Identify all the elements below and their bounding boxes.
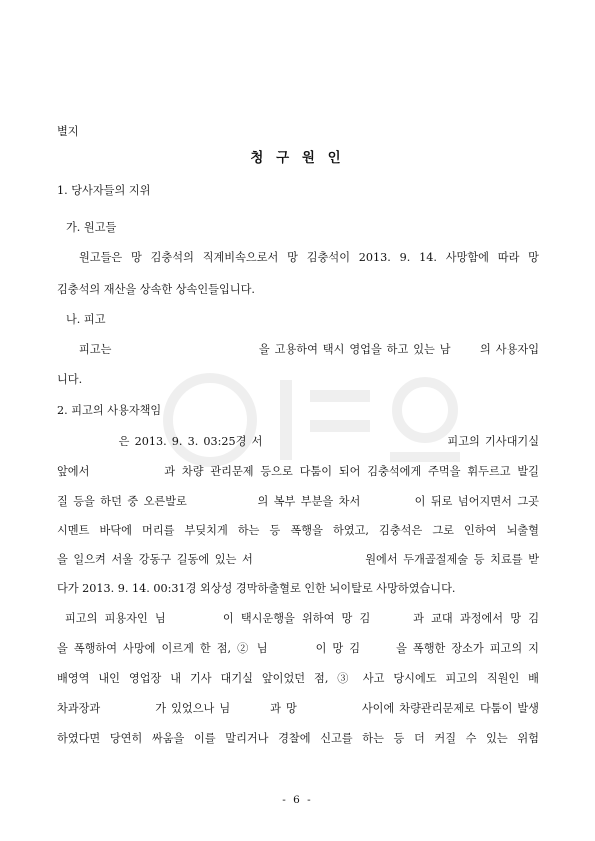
paragraph-line: 앞에서 과 차량 관리문제 등으로 다툼이 되어 김충석에게 주먹을 휘두르고 발길 — [57, 465, 539, 478]
paragraph-line: 차과장과 가 있었으나 님 과 망 사이에 차량관리문제로 다툼이 발생 — [57, 702, 539, 715]
paragraph-line: 다가 2013. 9. 14. 00:31경 외상성 경막하출혈로 인한 뇌이탈로 사망하였습니다. — [57, 582, 456, 595]
paragraph-line: 배영역 내인 영업장 내 기사 대기실 앞이었던 점, ③ 사고 당시에도 피고의 직원인 배 — [57, 672, 539, 685]
paragraph-line: 피고의 피용자인 님 이 택시운행을 위하여 망 김 과 교대 과정에서 망 김 — [65, 612, 539, 625]
section1-sub-na-heading: 나. 피고 — [66, 313, 106, 326]
section2-heading: 2. 피고의 사용자책임 — [57, 404, 162, 417]
paragraph-line: 피고는 을 고용하여 택시 영업을 하고 있는 남 의 사용자입 — [79, 343, 539, 356]
document-title: 청 구 원 인 — [250, 150, 345, 166]
paragraph-line: 김충석의 재산을 상속한 상속인들입니다. — [57, 283, 255, 296]
annex-label: 별지 — [57, 125, 79, 138]
paragraph-line: 하였다면 당연히 싸움을 이를 말리거나 경찰에 신고를 하는 등 더 커질 수 있는 위험 — [57, 732, 539, 745]
paragraph-line: 을 일으켜 서울 강동구 길동에 있는 서 원에서 두개골절제술 등 치료를 받 — [57, 553, 539, 566]
paragraph-line: 은 2013. 9. 3. 03:25경 서 피고의 기사대기실 — [57, 435, 539, 448]
paragraph-line: 니다. — [57, 373, 83, 386]
paragraph-line: 질 등을 하던 중 오른발로 의 복부 부분을 차서 이 뒤로 넘어지면서 그곳 — [57, 495, 539, 508]
section1-sub-ga-heading: 가. 원고들 — [66, 221, 117, 234]
paragraph-line: 시멘트 바닥에 머리를 부딪치게 하는 등 폭행을 하였고, 김충석은 그로 인하여 뇌출혈 — [57, 524, 539, 537]
paragraph-line: 을 폭행하여 사망에 이르게 한 점, ② 님 이 망 김 을 폭행한 장소가 피고의 지 — [57, 642, 539, 655]
page-number: - 6 - — [282, 794, 313, 806]
paragraph-line: 원고들은 망 김충석의 직계비속으로서 망 김충석이 2013. 9. 14. 사망함에 따라 망 — [79, 251, 539, 264]
section1-heading: 1. 당사자들의 지위 — [57, 184, 151, 197]
